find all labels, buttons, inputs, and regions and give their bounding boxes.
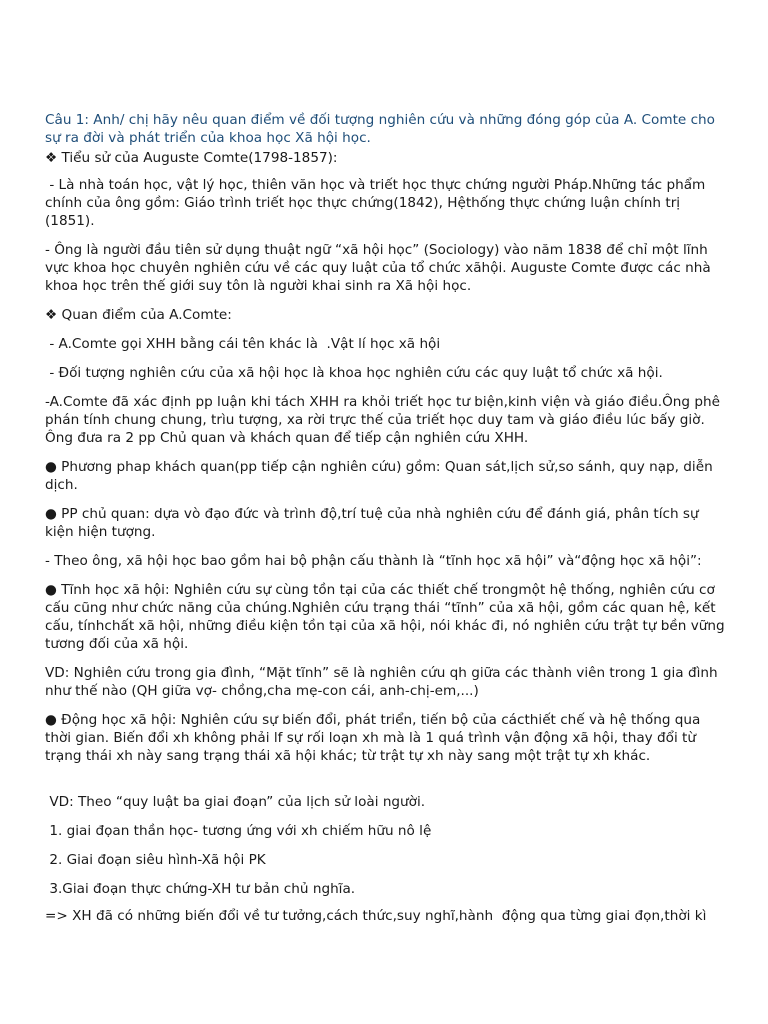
question-heading: Câu 1: Anh/ chị hãy nêu quan điểm về đối tượng nghiên cứu và những đóng góp của A. Comte cho sự ra đời và phát triển của khoa học Xã hội học. bbox=[45, 112, 720, 146]
conclusion-paragraph: => XH đã có những biến đổi về tư tưởng,cách thức,suy nghĩ,hành động qua từng giai đọn,thời kì bbox=[45, 908, 707, 924]
statics-example-paragraph: VD: Nghiên cứu trong gia đình, “Mặt tĩnh” sẽ là nghiên cứu qh giữa các thành viên trong 1 gia đình như thế nào (QH giữa vợ- chồng,cha mẹ-con cái, anh-chị-em,...) bbox=[45, 665, 722, 699]
stage-2-item: 2. Giai đoạn siêu hình-Xã hội PK bbox=[45, 852, 266, 868]
statics-paragraph: ● Tĩnh học xã hội: Nghiên cứu sự cùng tồn tại của các thiết chế trongmột hệ thống, nghiên cứu cơ cấu cũng như chức năng của chúng.Nghiên cứu trạng thái “tĩnh” của xã hội, gồm các quan hệ, kết cấu, tínhchất xã hội, những điều kiện tồn tại của xã hội, nói khác đi, nó nghiên cứu trật tự bền vững tương đối của xã hội. bbox=[45, 582, 729, 652]
biography-paragraph-1: - Là nhà toán học, vật lý học, thiên văn học và triết học thực chứng người Pháp.Những tác phẩm chính của ông gồm: Giáo trình triết học thực chứng(1842), Hệthống thực chứng luận chính trị (1851). bbox=[45, 177, 710, 229]
stage-1-item: 1. giai đọan thần học- tương ứng với xh chiếm hữu nô lệ bbox=[45, 823, 432, 839]
objective-method-paragraph: ● Phương phap khách quan(pp tiếp cận nghiên cứu) gồm: Quan sát,lịch sử,so sánh, quy nạp, diễn dịch. bbox=[45, 459, 718, 493]
method-paragraph: -A.Comte đã xác định pp luận khi tách XHH ra khỏi triết học tư biện,kinh viện và giáo điều.Ông phê phán tính chung chung, trìu tượng, xa rời trực thế của triết học duy tam và giáo điều lúc bấy giờ. Ông đưa ra 2 pp Chủ quan và khách quan để tiếp cận nghiên cứu XHH. bbox=[45, 394, 725, 446]
dynamics-example-paragraph: VD: Theo “quy luật ba giai đoạn” của lịch sử loài người. bbox=[45, 794, 426, 810]
viewpoint-title: ❖ Quan điểm của A.Comte: bbox=[45, 307, 232, 323]
dynamics-paragraph: ● Động học xã hội: Nghiên cứu sự biến đổi, phát triển, tiến bộ của cácthiết chế và hệ thống qua thời gian. Biến đổi xh không phải lf sự rối loạn xh mà là 1 quá trình vận động xã hội, thay đổi từ trạng thái xh này sang trạng thái xã hội khác; từ trật tự xh này sang một trật tự xh khác. bbox=[45, 712, 705, 764]
viewpoint-paragraph-1: - A.Comte gọi XHH bằng cái tên khác là .Vật lí học xã hội bbox=[45, 336, 441, 352]
viewpoint-paragraph-2: - Đối tượng nghiên cứu của xã hội học là khoa học nghiên cứu các quy luật tổ chức xã hội. bbox=[45, 365, 663, 381]
biography-paragraph-2: - Ông là người đầu tiên sử dụng thuật ngữ “xã hội học” (Sociology) vào năm 1838 để chỉ một lĩnh vực khoa học chuyên nghiên cứu về các quy luật của tổ chức xãhội. Auguste Comte được các nhà khoa học trên thế giới suy tôn là người khai sinh ra Xã hội học. bbox=[45, 242, 716, 294]
subjective-method-paragraph: ● PP chủ quan: dựa vò đạo đức và trình độ,trí tuệ của nhà nghiên cứu để đánh giá, phân tích sự kiện hiện tượng. bbox=[45, 506, 703, 540]
biography-title: ❖ Tiểu sử của Auguste Comte(1798-1857): bbox=[45, 150, 338, 166]
stage-3-item: 3.Giai đoạn thực chứng-XH tư bản chủ nghĩa. bbox=[45, 881, 356, 897]
components-paragraph: - Theo ông, xã hội học bao gồm hai bộ phận cấu thành là “tĩnh học xã hội” và“động học xã hội”: bbox=[45, 553, 702, 569]
